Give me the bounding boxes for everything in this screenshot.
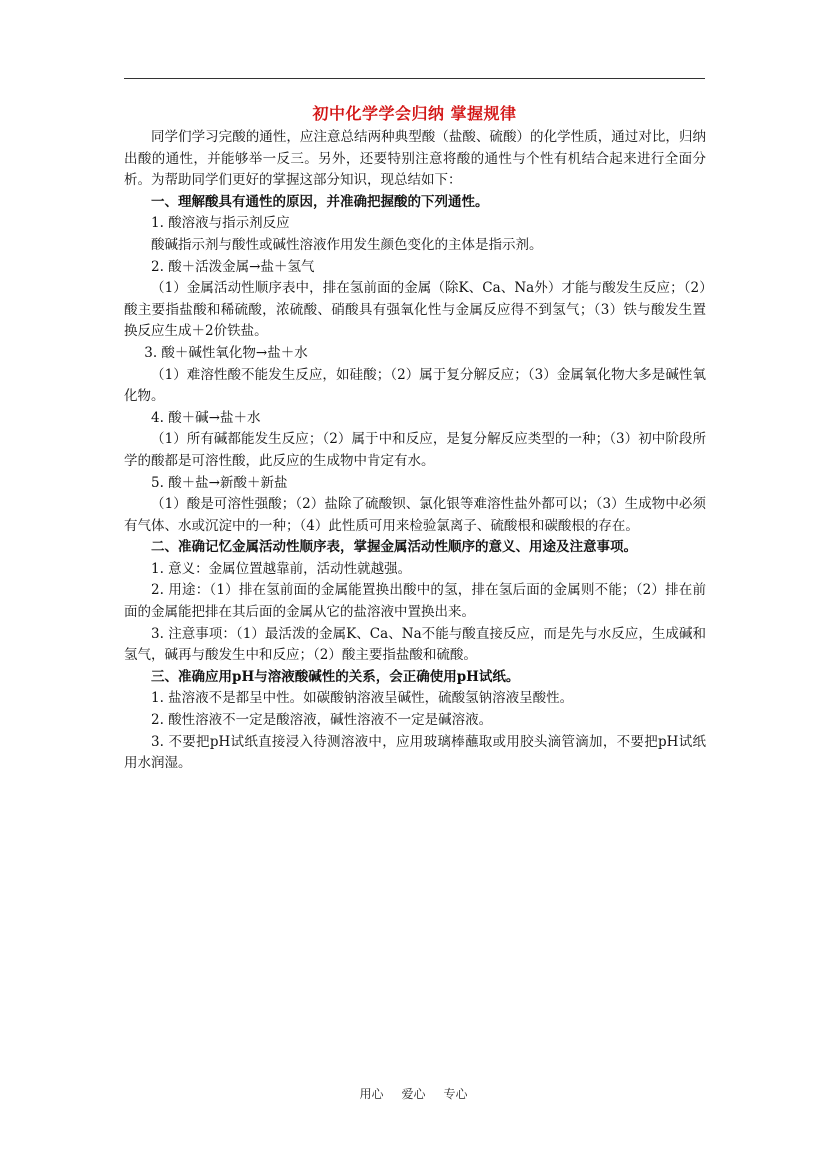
document-body: [124, 127, 706, 775]
footer-item: 专心: [443, 1087, 468, 1101]
paragraph: 1. 盐溶液不是都呈中性。如碳酸钠溶液呈碱性，硫酸氢钠溶液呈酸性。: [151, 690, 574, 707]
document-title: 初中化学学会归纳 掌握规律: [312, 104, 517, 123]
footer-item: 用心: [359, 1087, 384, 1101]
paragraph: 2. 酸性溶液不一定是酸溶液，碱性溶液不一定是碱溶液。: [151, 712, 493, 729]
paragraph: 2. 酸＋活泼金属→盐＋氢气: [151, 258, 315, 275]
paragraph: （1）金属活动性顺序表中，排在氢前面的金属（除K、Ca、Na外）才能与酸发生反应；（2）酸主要指盐酸和稀硫酸，浓硫酸、硝酸具有强氧化性与金属反应得不到氢气；（3）铁与酸发生置换反应生成＋2价铁盐。: [124, 280, 706, 340]
paragraph: （1）所有碱都能发生反应；（2）属于中和反应，是复分解反应类型的一种；（3）初中阶段所学的酸都是可溶性酸，此反应的生成物中肯定有水。: [124, 431, 706, 469]
paragraph: 同学们学习完酸的通性，应注意总结两种典型酸（盐酸、硫酸）的化学性质，通过对比，归纳出酸的通性，并能够举一反三。另外，还要特别注意将酸的通性与个性有机结合起来进行全面分析。为帮助同学们更好的掌握这部分知识，现总结如下：: [124, 129, 706, 189]
paragraph: （1）酸是可溶性强酸；（2）盐除了硫酸钡、氯化银等难溶性盐外都可以；（3）生成物中必须有气体、水或沉淀中的一种；（4）此性质可用来检验氯离子、硫酸根和碳酸根的存在。: [124, 496, 706, 534]
page-footer: [0, 1086, 827, 1102]
paragraph: 2. 用途：（1）排在氢前面的金属能置换出酸中的氢，排在氢后面的金属则不能；（2）排在前面的金属能把排在其后面的金属从它的盐溶液中置换出来。: [124, 582, 706, 621]
paragraph: 1. 意义：金属位置越靠前，活动性就越强。: [151, 560, 412, 577]
section-heading: 二、准确记忆金属活动性顺序表，掌握金属活动性顺序的意义、用途及注意事项。: [151, 539, 637, 556]
paragraph: 3. 酸＋碱性氧化物→盐＋水: [144, 344, 308, 361]
footer-item: 爱心: [401, 1087, 426, 1101]
paragraph: 5. 酸＋盐→新酸＋新盐: [151, 474, 288, 491]
paragraph: 4. 酸＋碱→盐＋水: [151, 409, 261, 426]
header-rule: [124, 78, 705, 79]
paragraph: 酸碱指示剂与酸性或碱性溶液作用发生颜色变化的主体是指示剂。: [151, 236, 543, 253]
paragraph: 1. 酸溶液与指示剂反应: [151, 215, 290, 232]
section-heading: 一、理解酸具有通性的原因，并准确把握酸的下列通性。: [151, 193, 489, 210]
paragraph: （1）难溶性酸不能发生反应，如硅酸；（2）属于复分解反应；（3）金属氧化物大多是碱性氧化物。: [124, 366, 706, 405]
paragraph: 3. 不要把pH试纸直接浸入待测溶液中，应用玻璃棒蘸取或用胶头滴管滴加，不要把pH试纸用水润湿。: [124, 733, 706, 772]
section-heading: 三、准确应用pH与溶液酸碱性的关系，会正确使用pH试纸。: [151, 668, 520, 685]
paragraph: 3. 注意事项：（1）最活泼的金属K、Ca、Na不能与酸直接反应，而是先与水反应，生成碱和氢气，碱再与酸发生中和反应；（2）酸主要指盐酸和硫酸。: [124, 625, 706, 664]
